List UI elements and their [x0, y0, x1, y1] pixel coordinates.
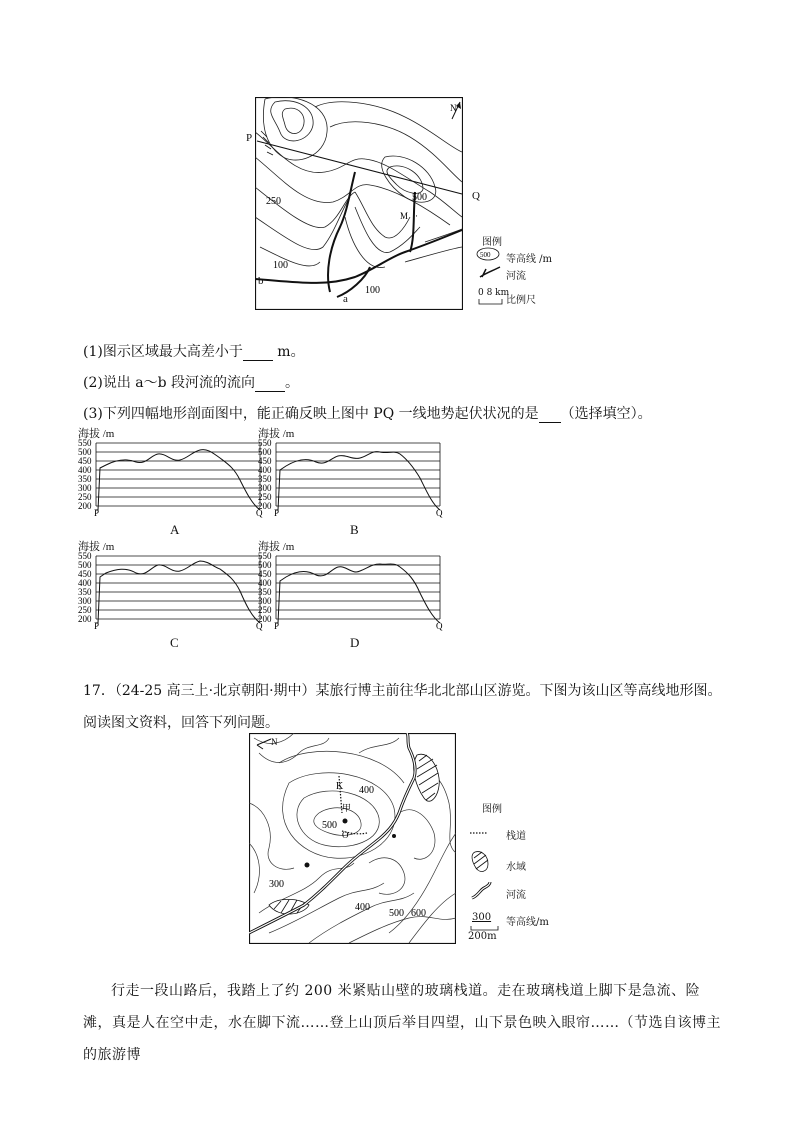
- profile-y-tick: 300: [78, 596, 92, 606]
- profile-x-start: P: [94, 621, 100, 631]
- map1-legend-river: 河流: [506, 271, 526, 282]
- profile-y-tick: 250: [78, 605, 92, 615]
- profile-y-tick: 550: [258, 439, 272, 448]
- map2-legend-title: 图例: [482, 804, 502, 815]
- question-17-line2: 阅读图文资料，回答下列问题。: [83, 715, 279, 731]
- map1-legend-contour: 等高线 /m: [506, 254, 553, 265]
- contour-map-2: [249, 733, 456, 944]
- map2-k-label: K: [336, 781, 344, 792]
- profile-chart-A: [78, 425, 278, 535]
- profile-y-tick: 300: [78, 483, 92, 493]
- question-1: (1)图示区域最大高差小于 m。: [83, 344, 305, 360]
- profile-option-label-B: B: [350, 522, 359, 537]
- map1-legend: [476, 233, 596, 313]
- profile-y-tick: 500: [78, 447, 92, 457]
- profile-y-tick: 200: [258, 501, 272, 511]
- map2-jia-label: 甲: [342, 803, 352, 813]
- map1-a-label: a: [343, 293, 348, 305]
- profile-y-tick: 400: [78, 465, 92, 475]
- answer-blank-1[interactable]: [243, 344, 273, 361]
- profile-y-tick: 250: [258, 605, 272, 615]
- profile-y-tick: 250: [258, 492, 272, 502]
- question-17-line1: 17．（24-25 高三上·北京朝阳·期中）某旅行博主前往华北北部山区游览。下图为该山区等高线地形图。: [83, 683, 722, 699]
- profile-x-end: Q: [436, 621, 443, 631]
- scale-bar-icon: [478, 299, 504, 305]
- contour-map-1: [255, 97, 463, 310]
- profile-y-tick: 500: [258, 447, 272, 457]
- profile-y-tick: 550: [78, 439, 92, 448]
- map2-north-label: N: [271, 737, 278, 747]
- profile-y-tick: 450: [258, 569, 272, 579]
- water-legend-icon: [470, 850, 492, 874]
- map2-legend-river: 河流: [506, 890, 526, 901]
- profile-y-tick: 350: [258, 587, 272, 597]
- trail-legend-icon: [470, 830, 490, 836]
- question-17: [83, 675, 723, 739]
- profile-chart-B: [258, 425, 458, 535]
- profile-y-tick: 550: [78, 552, 92, 561]
- profile-x-end: Q: [436, 508, 443, 518]
- profile-y-title: 海拔 /m: [78, 428, 115, 440]
- profile-y-tick: 350: [78, 474, 92, 484]
- profile-y-tick: 200: [258, 614, 272, 624]
- map2-contour-400a: 400: [359, 785, 374, 796]
- profile-y-tick: 500: [78, 560, 92, 570]
- profile-y-title: 海拔 /m: [78, 541, 115, 553]
- narrative-paragraph: 行走一段山路后，我踏上了约 200 米紧贴山壁的玻璃栈道。走在玻璃栈道上脚下是急流、险滩，真是人在空中走，水在脚下流……登上山顶后举目四望，山下景色映入眼帘……（节选自该博主的旅游博: [83, 983, 721, 1063]
- profile-x-end: Q: [256, 621, 263, 631]
- map2-legend-contour: 等高线/m: [506, 917, 549, 928]
- profile-y-tick: 300: [258, 483, 272, 493]
- map1-contour-100-bottom: 100: [365, 285, 380, 296]
- contour-legend-icon: [476, 247, 502, 261]
- map2-contour-300: 300: [269, 879, 284, 890]
- river-legend-icon-2: [470, 882, 492, 900]
- map1-contour-250: 250: [266, 196, 281, 207]
- profile-y-tick: 200: [78, 501, 92, 511]
- profile-y-tick: 300: [258, 596, 272, 606]
- profile-option-label-D: D: [350, 635, 360, 650]
- map2-legend-water: 水域: [506, 862, 526, 873]
- profile-y-tick: 400: [258, 578, 272, 588]
- map2-o-label: O: [342, 830, 349, 840]
- profile-chart-D: [258, 538, 458, 648]
- map2-contour-600: 600: [411, 908, 426, 919]
- profile-y-tick: 400: [78, 578, 92, 588]
- map2-legend-trail: 栈道: [506, 831, 526, 842]
- map1-contour-500: 500: [412, 192, 427, 203]
- profile-x-start: P: [274, 621, 280, 631]
- map2-contour-500b: 500: [389, 908, 404, 919]
- profile-y-tick: 450: [78, 569, 92, 579]
- profile-y-title: 海拔 /m: [258, 428, 295, 440]
- profile-option-label-C: C: [170, 635, 179, 650]
- profile-line-B: [276, 452, 440, 510]
- profile-line-A: [96, 450, 260, 510]
- map1-q-label: Q: [472, 190, 480, 202]
- question-2: (2)说出 a～b 段河流的流向 。: [83, 375, 300, 391]
- map1-legend-scale: 比例尺: [506, 295, 536, 306]
- profile-y-tick: 250: [78, 492, 92, 502]
- profile-y-tick: 350: [258, 474, 272, 484]
- profile-line-D: [276, 564, 440, 623]
- map1-north-label: N: [450, 103, 457, 113]
- map2-legend-contour-sample: 300: [472, 912, 492, 923]
- profile-chart-C: [78, 538, 278, 648]
- map1-contour-100-left: 100: [273, 260, 288, 271]
- svg-text:500: 500: [480, 251, 491, 259]
- profile-option-label-A: A: [170, 522, 180, 537]
- map2-contour-400b: 400: [355, 902, 370, 913]
- profile-y-tick: 550: [258, 552, 272, 561]
- map2-legend-scale: 200m: [468, 931, 497, 942]
- map1-m-label: M: [400, 211, 409, 221]
- answer-blank-2[interactable]: [255, 375, 285, 392]
- profile-y-tick: 500: [258, 560, 272, 570]
- profile-y-tick: 450: [258, 456, 272, 466]
- profile-x-start: P: [274, 508, 280, 518]
- profile-y-tick: 400: [258, 465, 272, 475]
- question-3: (3)下列四幅地形剖面图中，能正确反映上图中 PQ 一线地势起伏状况的是 （选择填空）。: [83, 406, 652, 422]
- profile-y-tick: 450: [78, 456, 92, 466]
- svg-text:·: ·: [415, 211, 418, 221]
- profile-x-start: P: [94, 508, 100, 518]
- map1-b-label: b: [258, 275, 264, 287]
- profile-y-title: 海拔 /m: [258, 541, 295, 553]
- river-legend-icon: [478, 265, 502, 279]
- profile-y-tick: 200: [78, 614, 92, 624]
- map1-p-label: P: [246, 132, 253, 144]
- map1-legend-scale-value: 0 8 km: [478, 288, 510, 298]
- map2-legend: [468, 800, 568, 940]
- answer-blank-3[interactable]: [539, 406, 561, 423]
- map1-legend-title: 图例: [482, 237, 502, 248]
- profile-y-tick: 350: [78, 587, 92, 597]
- profile-x-end: Q: [256, 508, 263, 518]
- map2-contour-500: 500: [322, 820, 337, 831]
